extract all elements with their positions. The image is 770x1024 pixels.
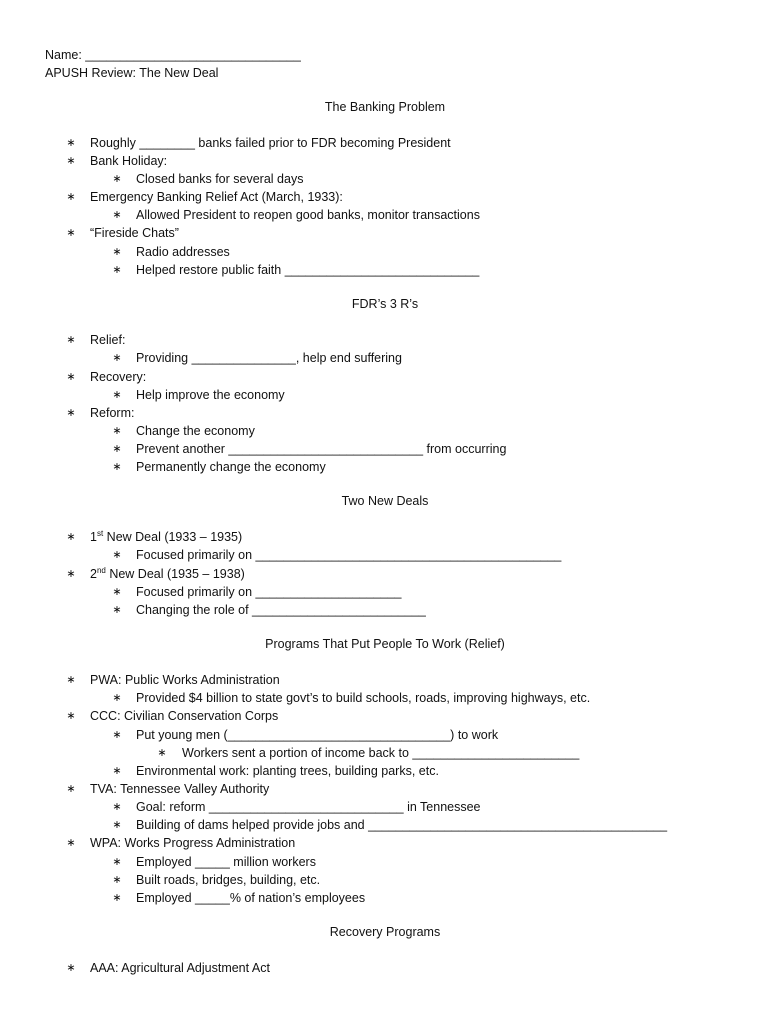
bullet-icon: ∗ (66, 568, 76, 580)
outline-item-text: “Fireside Chats” (90, 226, 179, 240)
bullet-icon: ∗ (112, 874, 122, 886)
bullet-icon: ∗ (157, 747, 167, 759)
outline-item-text: Recovery: (90, 370, 147, 384)
outline-item-text: 2nd New Deal (1935 – 1938) (90, 565, 245, 581)
bullet-icon: ∗ (112, 352, 122, 364)
outline-item-text: Providing _______________, help end suffering (136, 351, 402, 365)
section-heading: Two New Deals (341, 494, 429, 508)
section-heading: Programs That Put People To Work (Relief) (265, 637, 505, 651)
bullet-icon: ∗ (112, 173, 122, 185)
outline-item-text: Changing the role of _________________________ (136, 603, 426, 617)
outline-item-text: 1st New Deal (1933 – 1935) (90, 528, 243, 544)
bullet-icon: ∗ (66, 710, 76, 722)
outline-item-text: Put young men (________________________________) to work (136, 728, 499, 742)
outline-item-text: Workers sent a portion of income back to ________________________ (182, 746, 580, 760)
outline-item-text: Focused primarily on _____________________ (136, 585, 402, 599)
outline-item-text: CCC: Civilian Conservation Corps (90, 709, 279, 723)
outline-item-text: Reform: (90, 406, 135, 420)
outline-item-text: TVA: Tennessee Valley Authority (90, 782, 270, 796)
ordinal-superscript: nd (96, 565, 106, 575)
outline-item-text: Environmental work: planting trees, building parks, etc. (136, 764, 439, 778)
outline-item-text: Relief: (90, 333, 126, 347)
bullet-icon: ∗ (66, 783, 76, 795)
bullet-icon: ∗ (66, 371, 76, 383)
outline-item-text: Bank Holiday: (90, 154, 168, 168)
outline-item-text: Focused primarily on ____________________________________________ (136, 548, 562, 562)
bullet-icon: ∗ (66, 674, 76, 686)
bullet-icon: ∗ (112, 604, 122, 616)
bullet-icon: ∗ (66, 227, 76, 239)
outline-item-text: Emergency Banking Relief Act (March, 1933): (90, 190, 343, 204)
bullet-icon: ∗ (66, 137, 76, 149)
bullet-icon: ∗ (112, 765, 122, 777)
outline-item-text: Change the economy (136, 424, 255, 438)
bullet-icon: ∗ (112, 209, 122, 221)
bullet-icon: ∗ (112, 892, 122, 904)
outline-item-text: PWA: Public Works Administration (90, 673, 280, 687)
outline-item-text: Helped restore public faith ____________________________ (136, 263, 480, 277)
outline-item-text: Built roads, bridges, building, etc. (136, 873, 321, 887)
bullet-icon: ∗ (66, 962, 76, 974)
section-heading: FDR’s 3 R’s (351, 297, 419, 311)
bullet-icon: ∗ (66, 155, 76, 167)
bullet-icon: ∗ (66, 531, 76, 543)
bullet-icon: ∗ (112, 801, 122, 813)
bullet-icon: ∗ (112, 264, 122, 276)
section-heading: The Banking Problem (324, 100, 446, 114)
bullet-icon: ∗ (66, 334, 76, 346)
ordinal-superscript: st (96, 528, 104, 538)
bullet-icon: ∗ (112, 692, 122, 704)
course-title: APUSH Review: The New Deal (45, 66, 219, 80)
bullet-icon: ∗ (112, 425, 122, 437)
outline-item-text: Building of dams helped provide jobs and ___________________________________________ (136, 818, 668, 832)
outline-item-text: Goal: reform ____________________________ in Tennessee (136, 800, 481, 814)
bullet-icon: ∗ (112, 586, 122, 598)
section-heading: Recovery Programs (329, 925, 441, 939)
bullet-icon: ∗ (112, 389, 122, 401)
outline-item-text: Radio addresses (136, 245, 230, 259)
outline-item-text: Roughly ________ banks failed prior to FDR becoming President (90, 136, 451, 150)
bullet-icon: ∗ (66, 191, 76, 203)
outline-item-text: Employed _____ million workers (136, 855, 316, 869)
bullet-icon: ∗ (112, 549, 122, 561)
bullet-icon: ∗ (112, 819, 122, 831)
bullet-icon: ∗ (112, 246, 122, 258)
bullet-icon: ∗ (112, 443, 122, 455)
bullet-icon: ∗ (112, 461, 122, 473)
outline-item-text: Provided $4 billion to state govt’s to build schools, roads, improving highways, etc. (136, 691, 591, 705)
outline-item-text: Allowed President to reopen good banks, monitor transactions (136, 208, 480, 222)
outline-item-text: Prevent another ____________________________ from occurring (136, 442, 507, 456)
name-line: Name: _______________________________ (45, 48, 301, 62)
outline-item-text: AAA: Agricultural Adjustment Act (90, 961, 270, 975)
outline-item-text: WPA: Works Progress Administration (90, 836, 296, 850)
bullet-icon: ∗ (66, 837, 76, 849)
outline-item-text: Employed _____% of nation’s employees (136, 891, 366, 905)
bullet-icon: ∗ (112, 856, 122, 868)
bullet-icon: ∗ (66, 407, 76, 419)
bullet-icon: ∗ (112, 729, 122, 741)
outline-item-text: Permanently change the economy (136, 460, 326, 474)
outline-item-text: Help improve the economy (136, 388, 285, 402)
outline-item-text: Closed banks for several days (136, 172, 304, 186)
